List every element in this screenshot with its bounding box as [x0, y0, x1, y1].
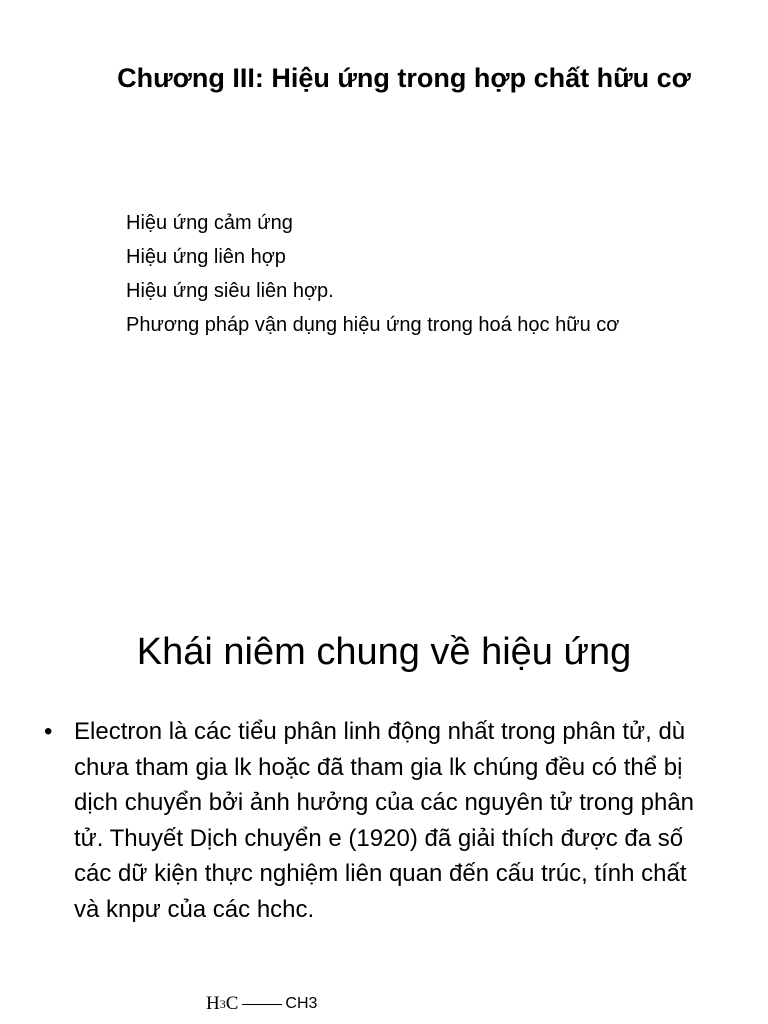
outline-item: Hiệu ứng cảm ứng: [126, 212, 293, 234]
formula-ch: CH: [285, 995, 309, 1012]
bullet-text: Electron là các tiểu phân linh động nhất trong phân tử, dù chưa tham gia lk hoặc đã tham gia lk chúng đều có thể bị dịch chuyển bởi ảnh hưởng của các nguyên tử trong phân tử. Thuyết Dịch chuyển e (1920) đã giải thích được đa số các dữ kiện thực nghiệm liên quan đến cấu trúc, tính chất và knpư của các hchc.: [74, 718, 695, 923]
bullet-item: [44, 714, 704, 927]
single-bond-line: [242, 1004, 282, 1005]
outline-item: Hiệu ứng siêu liên hợp.: [126, 280, 334, 302]
slide-title: Chương III: Hiệu ứng trong hợp chất hữu cơ: [117, 63, 691, 93]
slide-2: [0, 580, 768, 1024]
formula-c: C: [225, 993, 239, 1014]
slide-title: Khái niêm chung về hiệu ứng: [136, 631, 632, 673]
bullet-dot-icon: •: [44, 718, 53, 745]
formula-subscript: 3: [308, 995, 318, 1012]
outline-item: Phương pháp vận dụng hiệu ứng trong hoá học hữu cơ: [126, 314, 620, 336]
outline-list: [126, 206, 619, 342]
outline-item: Hiệu ứng liên hợp: [126, 246, 286, 268]
formula-subscript: 3: [219, 997, 226, 1011]
formula-h: H: [206, 993, 220, 1014]
ethane-formula: [206, 992, 317, 1016]
